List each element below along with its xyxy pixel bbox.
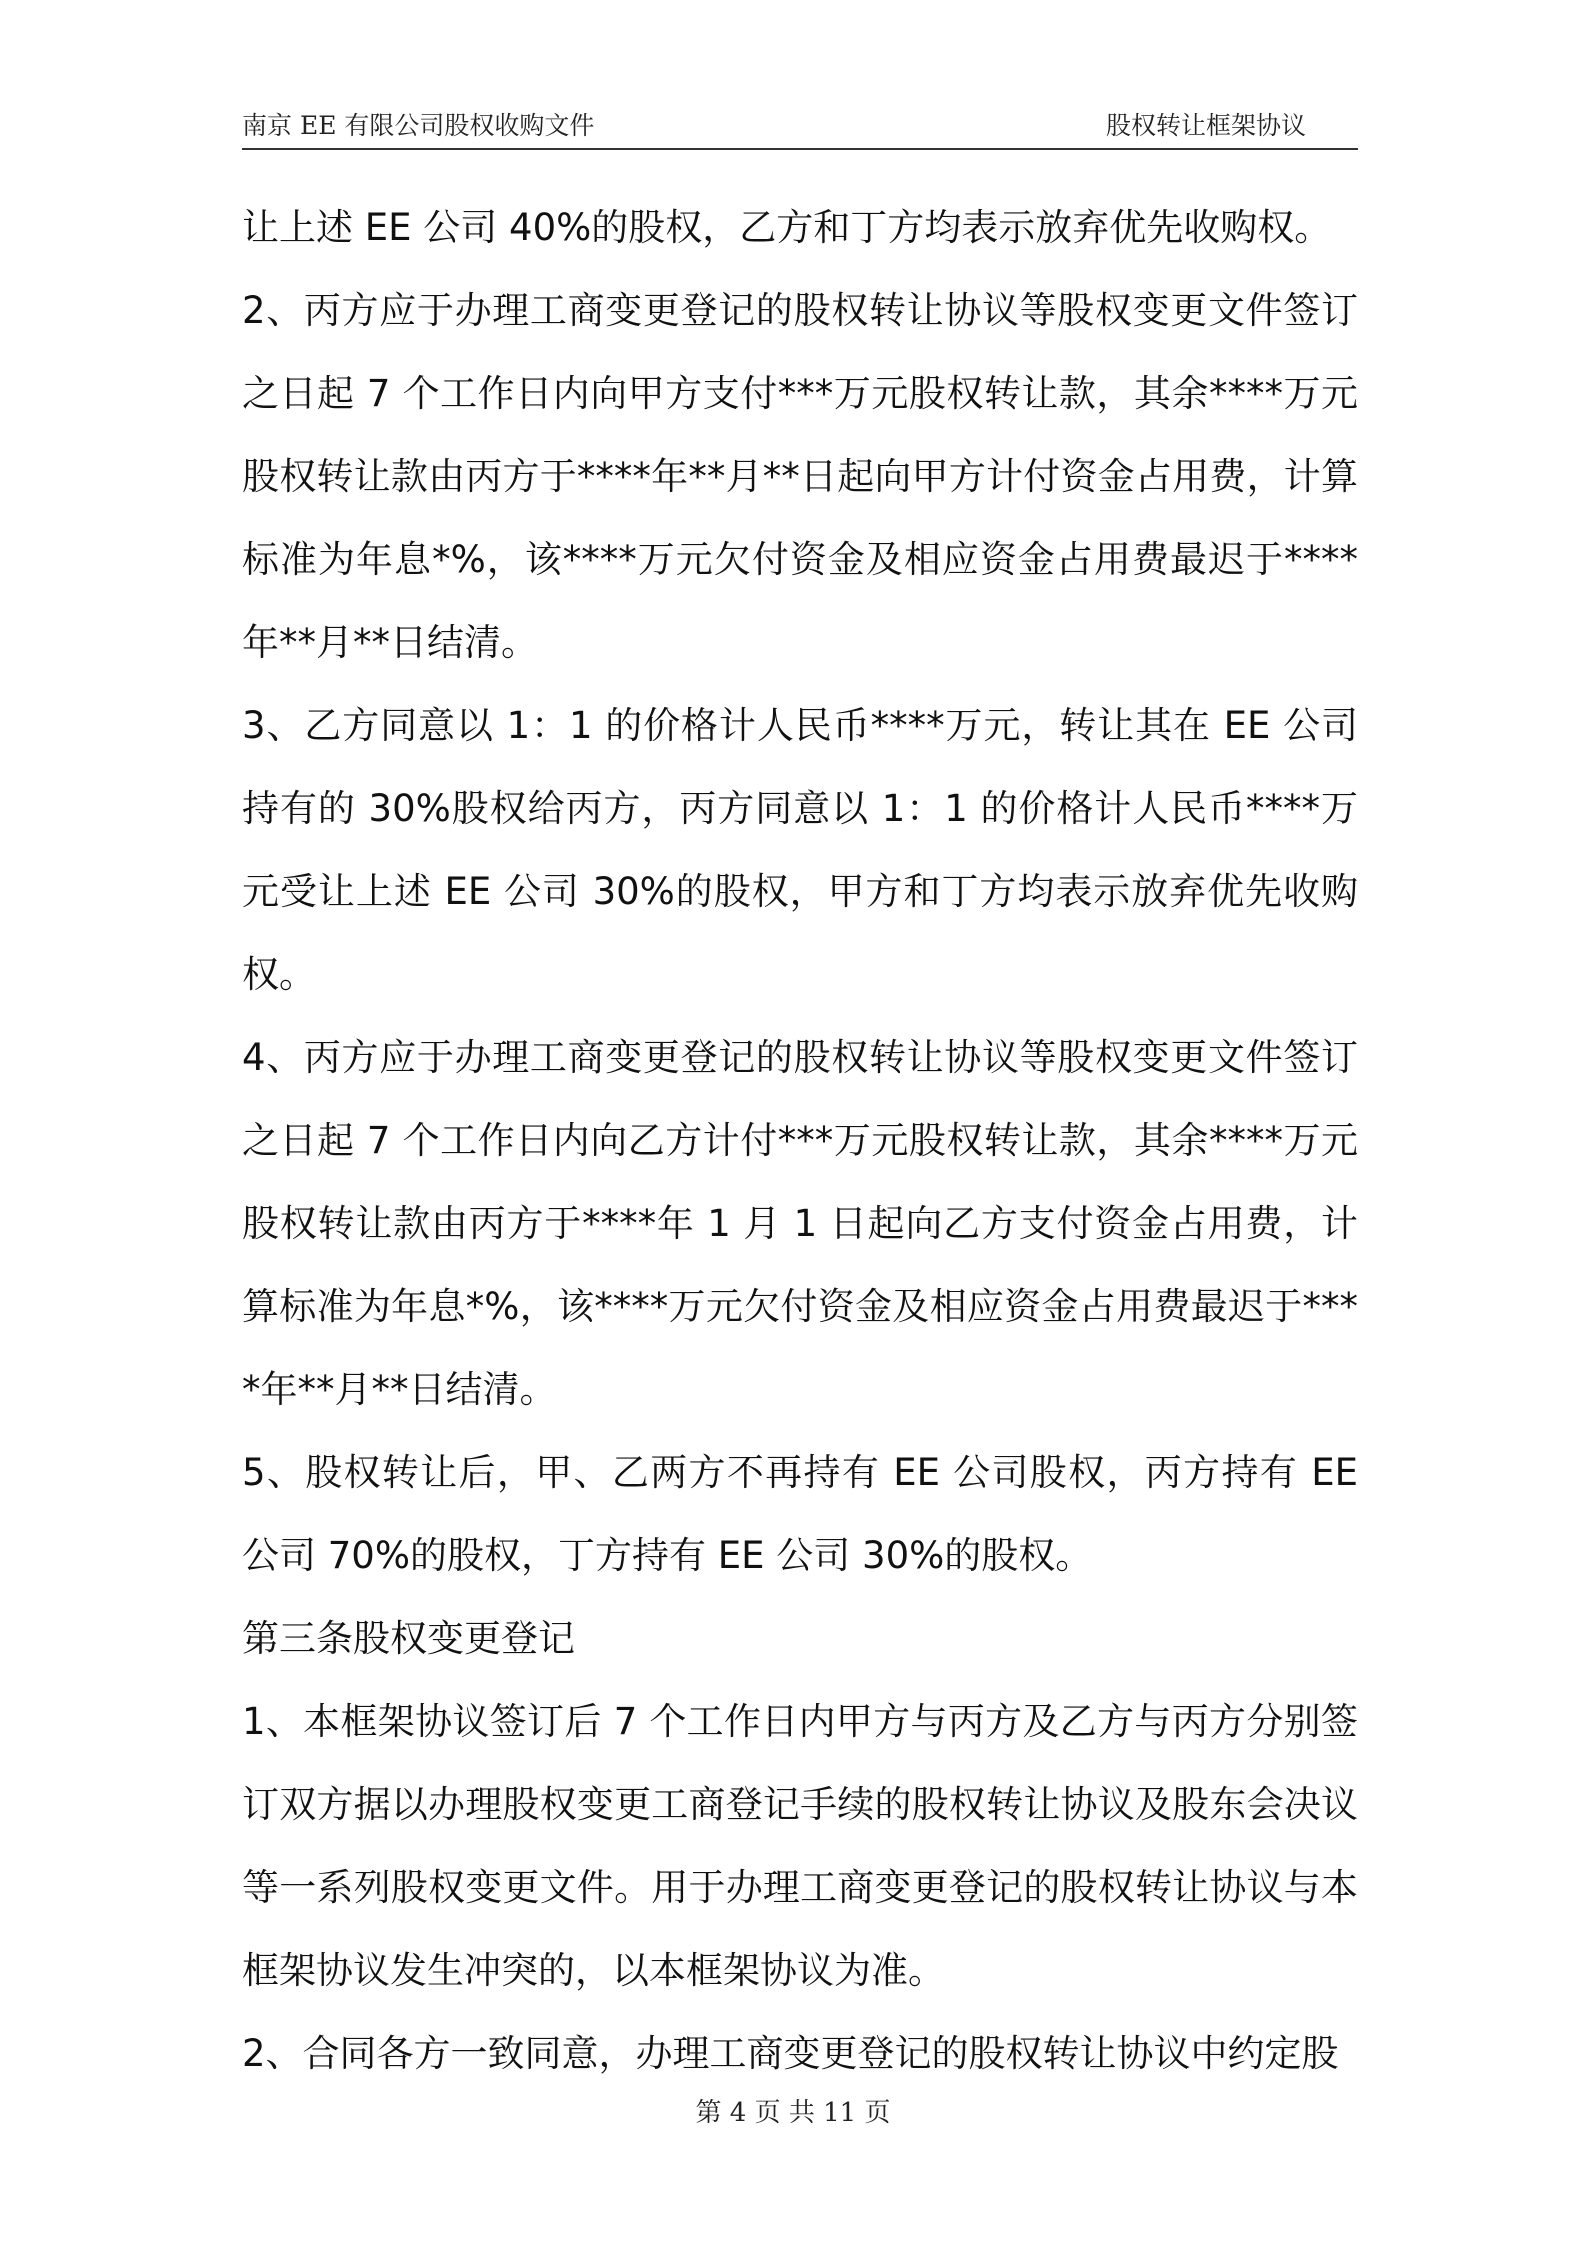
body-paragraph: 3、乙方同意以 1：1 的价格计人民币****万元，转让其在 EE 公司持有的 30%股权给丙方，丙方同意以 1：1 的价格计人民币****万元受让上述 EE 公司 30%的股权，甲方和丁方均表示放弃优先收购权。 xyxy=(242,704,1358,996)
page-footer xyxy=(0,2092,1586,2129)
header-agreement-title: 股权转让框架协议 xyxy=(1105,111,1306,140)
body-paragraph: 1、本框架协议签订后 7 个工作日内甲方与丙方及乙方与丙方分别签订双方据以办理股权变更工商登记手续的股权转让协议及股东会决议等一系列股权变更文件。用于办理工商变更登记的股权转让协议与本框架协议发生冲突的，以本框架协议为准。 xyxy=(242,1700,1358,1992)
body-paragraph: 2、丙方应于办理工商变更登记的股权转让协议等股权变更文件签订之日起 7 个工作日内向甲方支付***万元股权转让款，其余****万元股权转让款由丙方于****年**月**日起向甲方计付资金占用费，计算标准为年息*%，该****万元欠付资金及相应资金占用费最迟于****年**月**日结清。 xyxy=(242,289,1358,664)
header-document-title: 南京 EE 有限公司股权收购文件 xyxy=(242,111,595,140)
body-paragraph: 让上述 EE 公司 40%的股权，乙方和丁方均表示放弃优先收购权。 xyxy=(242,206,1332,249)
body-paragraph: 2、合同各方一致同意，办理工商变更登记的股权转让协议中约定股 xyxy=(242,2032,1339,2075)
body-paragraph: 4、丙方应于办理工商变更登记的股权转让协议等股权变更文件签订之日起 7 个工作日内向乙方计付***万元股权转让款，其余****万元股权转让款由丙方于****年 1 月 1 日起向乙方支付资金占用费，计算标准为年息*%，该****万元欠付资金及相应资金占用费最迟于****年**月**日结清。 xyxy=(242,1036,1358,1411)
document-body xyxy=(242,186,1358,2095)
page-header xyxy=(242,108,1358,150)
page-number: 第 4 页 共 11 页 xyxy=(695,2098,891,2128)
section-heading: 第三条股权变更登记 xyxy=(242,1617,575,1660)
body-paragraph: 5、股权转让后，甲、乙两方不再持有 EE 公司股权，丙方持有 EE 公司 70%的股权，丁方持有 EE 公司 30%的股权。 xyxy=(242,1451,1358,1577)
